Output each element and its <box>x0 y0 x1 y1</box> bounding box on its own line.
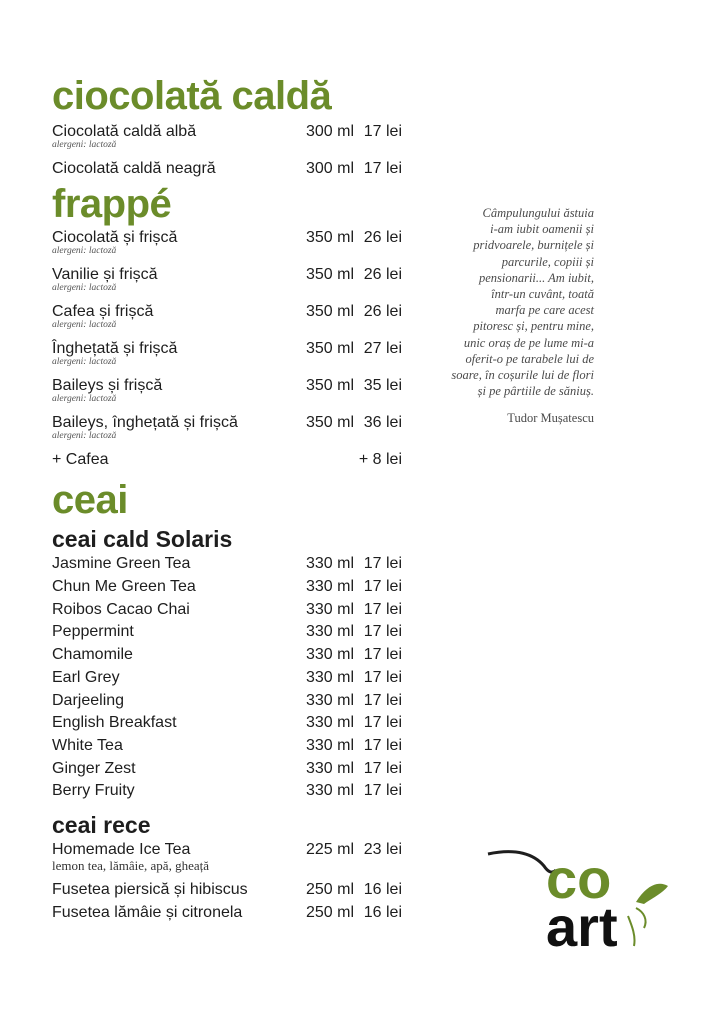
item-volume: 330 ml <box>305 782 354 800</box>
logo-art-text: art <box>546 895 618 950</box>
item-name: Cafea și frișcă <box>52 302 154 320</box>
quote-line: pitoresc și, pentru mine, <box>473 319 594 334</box>
item-volume: 350 ml <box>305 376 354 394</box>
quote-line: oferit-o pe tarabele lui de <box>465 351 594 366</box>
quote-line: parcurile, copiii și <box>501 254 594 269</box>
section-title-frappe: frappé <box>52 181 172 226</box>
quote-line: Câmpulungului ăstuia <box>482 206 594 220</box>
logo-co-text: co <box>546 847 612 910</box>
item-price: 17 lei <box>363 646 402 664</box>
item-price: 17 lei <box>363 782 402 800</box>
item-volume: 330 ml <box>305 600 354 618</box>
item-volume: 330 ml <box>305 668 354 686</box>
item-volume: 330 ml <box>305 623 354 641</box>
menu <box>52 76 412 925</box>
item-volume: 300 ml <box>305 160 354 177</box>
menu-addon <box>52 450 412 473</box>
item-price: 27 lei <box>363 339 402 357</box>
item-price: 17 lei <box>363 691 402 709</box>
item-price: 26 lei <box>363 228 402 246</box>
item-volume: 300 ml <box>305 123 354 140</box>
item-description: lemon tea, lămâie, apă, gheață <box>52 857 210 873</box>
item-name: Fusetea piersică și hibiscus <box>52 880 248 898</box>
item-name: Baileys, înghețată și frișcă <box>52 413 238 431</box>
item-name: Chun Me Green Tea <box>52 578 196 596</box>
item-name: White Tea <box>52 736 123 754</box>
item-volume: 350 ml <box>305 228 354 246</box>
item-name: Berry Fruity <box>52 782 135 800</box>
item-allergens: alergeni: lactoză <box>52 245 117 256</box>
item-price: 26 lei <box>363 265 402 283</box>
item-volume: 350 ml <box>305 302 354 320</box>
coart-logo <box>486 846 676 950</box>
item-name: Ciocolată caldă albă <box>52 123 197 140</box>
item-price: 17 lei <box>363 600 402 618</box>
item-volume: 350 ml <box>305 265 354 283</box>
item-volume: 250 ml <box>305 880 354 898</box>
item-name: Fusetea lămâie și citronela <box>52 903 243 921</box>
item-price: 17 lei <box>363 623 402 641</box>
item-price: 17 lei <box>363 578 402 596</box>
item-volume: 350 ml <box>305 339 354 357</box>
menu-item <box>52 302 412 339</box>
item-volume: 330 ml <box>305 578 354 596</box>
item-name: Vanilie și frișcă <box>52 265 158 283</box>
quote-line: marfa pe care acest <box>495 303 594 318</box>
item-allergens: alergeni: lactoză <box>52 356 117 367</box>
menu-item <box>52 880 412 903</box>
quote-text <box>428 205 594 399</box>
menu-item <box>52 668 412 691</box>
item-allergens: alergeni: lactoză <box>52 282 117 293</box>
item-volume: 330 ml <box>305 736 354 754</box>
quote-line: i-am iubit oamenii și <box>490 222 594 237</box>
menu-item <box>52 265 412 302</box>
item-name: Homemade Ice Tea <box>52 840 191 858</box>
item-price: 26 lei <box>363 302 402 320</box>
quote-line: într-un cuvânt, toată <box>491 287 594 302</box>
menu-item <box>52 554 412 577</box>
item-name: Baileys și frișcă <box>52 376 163 394</box>
menu-item <box>52 577 412 600</box>
item-volume: 225 ml <box>305 840 354 858</box>
item-allergens: alergeni: lactoză <box>52 319 117 330</box>
item-name: Ciocolată caldă neagră <box>52 160 216 177</box>
item-volume: 350 ml <box>305 413 354 431</box>
item-volume: 330 ml <box>305 555 354 573</box>
menu-item <box>52 122 412 159</box>
addon-name: + Cafea <box>52 450 109 468</box>
item-volume: 330 ml <box>305 646 354 664</box>
item-price: 17 lei <box>363 555 402 573</box>
item-name: Earl Grey <box>52 668 120 686</box>
item-name: Înghețată și frișcă <box>52 339 178 357</box>
menu-item <box>52 622 412 645</box>
section-title-tea: ceai <box>52 478 128 523</box>
item-allergens: alergeni: lactoză <box>52 140 117 150</box>
menu-item <box>52 759 412 782</box>
item-name: Ciocolată și frișcă <box>52 228 178 246</box>
addon-price: + 8 lei <box>358 450 402 468</box>
quote-line: unic oraș de pe lume mi-a <box>463 335 594 350</box>
menu-item <box>52 339 412 376</box>
item-name: English Breakfast <box>52 714 177 732</box>
item-price: 17 lei <box>363 736 402 754</box>
section-title-hot-chocolate: ciocolată caldă <box>52 74 332 118</box>
item-name: Roibos Cacao Chai <box>52 600 190 618</box>
item-price: 16 lei <box>363 903 402 921</box>
item-price: 17 lei <box>363 759 402 777</box>
quote-author: Tudor Mușatescu <box>507 411 594 425</box>
item-price: 35 lei <box>363 376 402 394</box>
item-name: Jasmine Green Tea <box>52 555 191 573</box>
item-name: Peppermint <box>52 623 134 641</box>
item-volume: 330 ml <box>305 759 354 777</box>
item-volume: 250 ml <box>305 903 354 921</box>
quote-line: și pe pârtiile de săniuș. <box>477 384 594 399</box>
menu-item <box>52 736 412 759</box>
item-name: Ginger Zest <box>52 759 136 777</box>
subsection-title-hot-tea: ceai cald Solaris <box>52 526 233 553</box>
item-price: 23 lei <box>363 840 402 858</box>
quote-line: pensionarii... Am iubit, <box>478 270 594 285</box>
item-price: 36 lei <box>363 413 402 431</box>
menu-item <box>52 600 412 623</box>
menu-item <box>52 645 412 668</box>
item-allergens: alergeni: lactoză <box>52 430 117 441</box>
leaf-icon <box>636 884 668 904</box>
item-name: Darjeeling <box>52 691 125 709</box>
item-price: 17 lei <box>363 123 402 140</box>
quote-line: soare, în coșurile lui de flori <box>451 368 594 383</box>
item-price: 17 lei <box>363 160 402 177</box>
subsection-title-cold-tea: ceai rece <box>52 811 151 838</box>
item-price: 17 lei <box>363 668 402 686</box>
menu-item <box>52 691 412 714</box>
item-allergens: alergeni: lactoză <box>52 393 117 404</box>
menu-item <box>52 840 412 880</box>
quote-line: pridvoarele, burnițele și <box>473 238 594 253</box>
item-name: Chamomile <box>52 646 133 664</box>
item-volume: 330 ml <box>305 714 354 732</box>
menu-item <box>52 713 412 736</box>
menu-item <box>52 159 412 182</box>
item-volume: 330 ml <box>305 691 354 709</box>
menu-item <box>52 376 412 413</box>
item-price: 16 lei <box>363 880 402 898</box>
menu-item <box>52 903 412 926</box>
menu-item <box>52 413 412 450</box>
menu-item <box>52 228 412 265</box>
menu-item <box>52 781 412 804</box>
item-price: 17 lei <box>363 714 402 732</box>
